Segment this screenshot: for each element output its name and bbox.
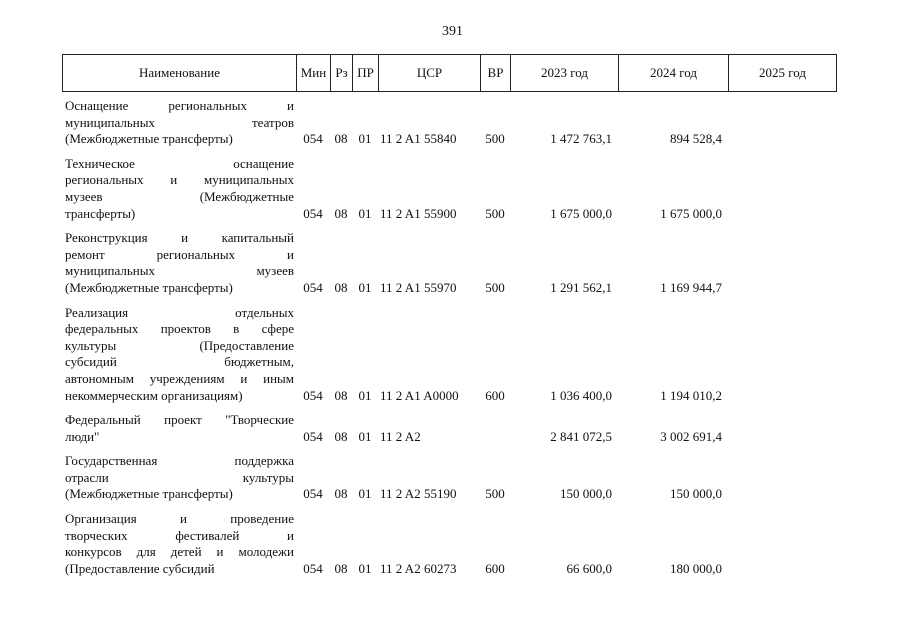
- row-rz: 08: [334, 387, 348, 403]
- row-rz: 08: [334, 131, 348, 147]
- row-y2024: 1 194 010,2: [660, 387, 722, 403]
- row-pr: 01: [358, 428, 372, 444]
- row-vr: 500: [485, 486, 505, 502]
- row-name-line: (Предоставление субсидий: [65, 560, 215, 576]
- row-y2024: 1 675 000,0: [660, 205, 722, 221]
- row-vr: [480, 412, 510, 453]
- row-pr: 01: [358, 387, 372, 403]
- row-vr: 600: [485, 560, 505, 576]
- row-name-line: (Межбюджетные трансферты): [65, 131, 233, 147]
- row-csr: 11 2 A1 55900: [380, 205, 457, 221]
- row-y2025: [728, 98, 836, 156]
- row-vr: 500: [485, 205, 505, 221]
- table-row: [62, 230, 836, 304]
- row-y2023: 1 036 400,0: [550, 387, 612, 403]
- table-row: [62, 156, 836, 230]
- row-vr: 500: [485, 131, 505, 147]
- row-name-line: Государственная поддержка: [65, 453, 294, 469]
- row-min: 054: [303, 387, 323, 403]
- row-name-line: Оснащение региональных и: [65, 98, 294, 113]
- row-vr: 500: [485, 279, 505, 295]
- row-name-line: конкурсов для детей и молодежи: [65, 544, 294, 560]
- row-name: [62, 98, 296, 156]
- row-name-line: Федеральный проект "Творческие: [65, 412, 294, 428]
- row-pr: 01: [358, 131, 372, 147]
- row-name-line: некоммерческим организациям): [65, 387, 243, 403]
- table-row: [62, 305, 836, 413]
- budget-table: [62, 98, 836, 585]
- row-name: [62, 305, 296, 413]
- row-name-line: творческих фестивалей и: [65, 527, 294, 543]
- row-rz: 08: [334, 428, 348, 444]
- header-2023: 2023 год: [511, 55, 619, 92]
- row-y2023: 1 675 000,0: [550, 205, 612, 221]
- header-2024: 2024 год: [619, 55, 729, 92]
- row-y2023: 150 000,0: [560, 486, 612, 502]
- row-csr: 11 2 A2: [380, 428, 421, 444]
- row-name-line: отрасли культуры: [65, 469, 294, 485]
- row-y2025: [728, 511, 836, 585]
- row-vr: 600: [485, 387, 505, 403]
- row-y2023: 1 291 562,1: [550, 279, 612, 295]
- row-y2024: 180 000,0: [670, 560, 722, 576]
- row-y2025: [728, 453, 836, 511]
- row-y2024: 1 169 944,7: [660, 279, 722, 295]
- header-min: Мин: [297, 55, 331, 92]
- row-min: 054: [303, 205, 323, 221]
- page-number: 391: [442, 24, 463, 39]
- row-rz: 08: [334, 560, 348, 576]
- row-y2025: [728, 156, 836, 230]
- row-min: 054: [303, 131, 323, 147]
- row-min: 054: [303, 560, 323, 576]
- row-y2024: 3 002 691,4: [660, 428, 722, 444]
- row-name-line: ремонт региональных и: [65, 246, 294, 262]
- row-csr: 11 2 A2 60273: [380, 560, 457, 576]
- row-rz: 08: [334, 205, 348, 221]
- table-row: [62, 453, 836, 511]
- table-header: [62, 54, 837, 92]
- row-rz: 08: [334, 279, 348, 295]
- row-pr: 01: [358, 486, 372, 502]
- row-pr: 01: [358, 205, 372, 221]
- row-rz: 08: [334, 486, 348, 502]
- row-name-line: Реализация отдельных: [65, 304, 294, 320]
- row-name: [62, 412, 296, 453]
- row-y2024: 150 000,0: [670, 486, 722, 502]
- row-name-line: Техническое оснащение: [65, 155, 294, 171]
- row-name-line: (Межбюджетные трансферты): [65, 486, 233, 502]
- row-csr: 11 2 A1 55840: [380, 131, 457, 147]
- header-pr: ПР: [353, 55, 379, 92]
- header-rz: Рз: [331, 55, 353, 92]
- row-name-line: трансферты): [65, 205, 136, 221]
- row-y2023: 2 841 072,5: [550, 428, 612, 444]
- table-row: [62, 511, 836, 585]
- table-row: [62, 98, 836, 156]
- row-y2025: [728, 305, 836, 413]
- header-csr: ЦСР: [379, 55, 481, 92]
- row-name-line: культуры (Предоставление: [65, 337, 294, 353]
- row-name-line: муниципальных театров: [65, 114, 294, 130]
- row-name-line: субсидий бюджетным,: [65, 354, 294, 370]
- row-name: [62, 511, 296, 585]
- row-name: [62, 156, 296, 230]
- row-csr: 11 2 A2 55190: [380, 486, 457, 502]
- row-pr: 01: [358, 279, 372, 295]
- row-name-line: (Межбюджетные трансферты): [65, 279, 233, 295]
- row-y2023: 66 600,0: [566, 560, 612, 576]
- row-name-line: региональных и муниципальных: [65, 172, 294, 188]
- header-name: Наименование: [63, 55, 297, 92]
- row-csr: 11 2 A1 55970: [380, 279, 457, 295]
- row-name-line: Реконструкция и капитальный: [65, 230, 294, 246]
- row-name-line: муниципальных музеев: [65, 263, 294, 279]
- row-min: 054: [303, 486, 323, 502]
- row-min: 054: [303, 279, 323, 295]
- row-y2025: [728, 230, 836, 304]
- header-2025: 2025 год: [729, 55, 837, 92]
- row-pr: 01: [358, 560, 372, 576]
- row-name-line: музеев (Межбюджетные: [65, 188, 294, 204]
- row-name: [62, 453, 296, 511]
- row-name-line: люди": [65, 428, 100, 444]
- row-name-line: федеральных проектов в сфере: [65, 321, 294, 337]
- row-csr: 11 2 A1 A0000: [380, 387, 459, 403]
- row-y2024: 894 528,4: [670, 131, 722, 147]
- table-row: [62, 412, 836, 453]
- row-name-line: автономным учреждениям и иным: [65, 370, 294, 386]
- row-y2025: [728, 412, 836, 453]
- row-y2023: 1 472 763,1: [550, 131, 612, 147]
- header-vr: ВР: [481, 55, 511, 92]
- row-min: 054: [303, 428, 323, 444]
- row-name: [62, 230, 296, 304]
- row-name-line: Организация и проведение: [65, 511, 294, 527]
